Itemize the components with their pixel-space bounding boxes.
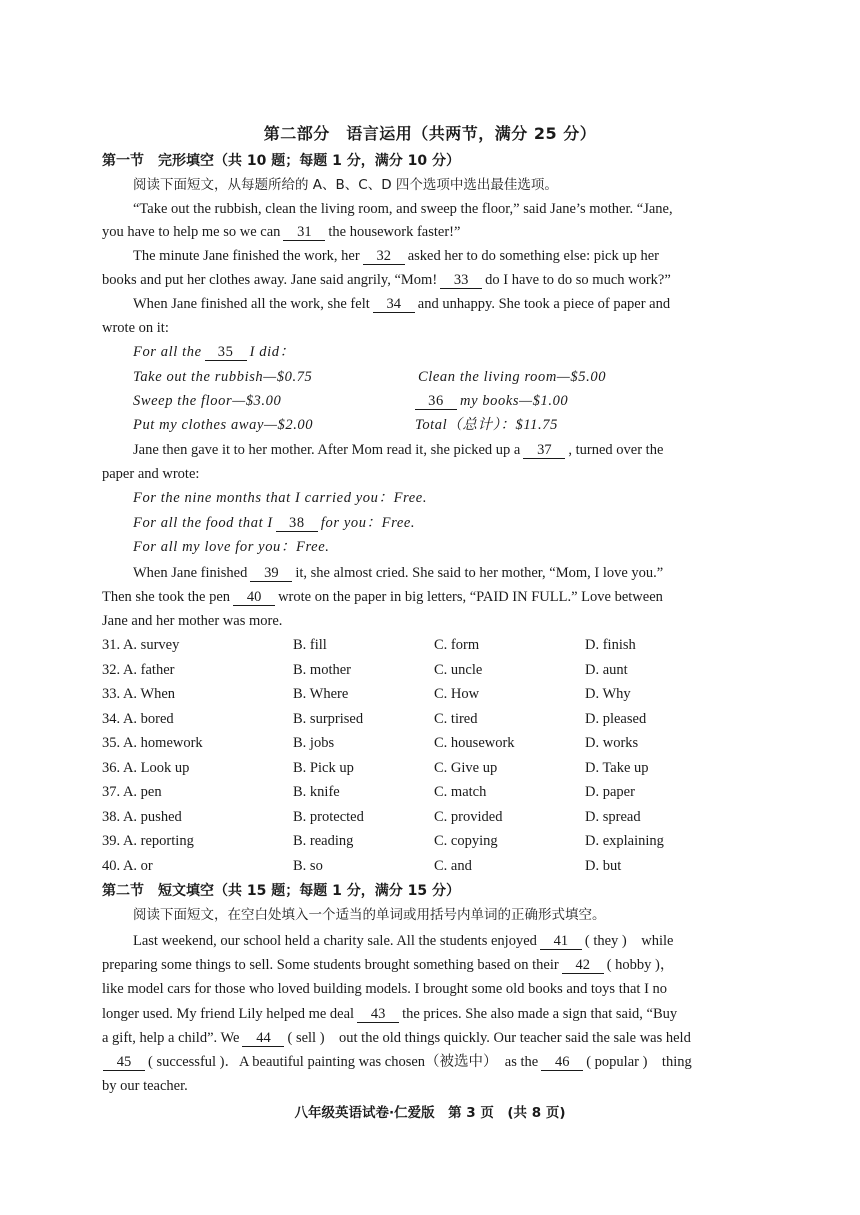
question-option-a: 31. A. survey xyxy=(102,637,180,653)
question-option: B. fill xyxy=(293,637,327,653)
blank-31: 31 xyxy=(283,224,325,241)
blank-41: 41 xyxy=(540,933,582,950)
blank-37: 37 xyxy=(523,442,565,459)
note-line: For all my love for you：Free. xyxy=(133,539,330,555)
part-title: 第二部分 语言运用（共两节，满分 25 分） xyxy=(263,124,597,143)
passage-line: When Jane finished 39 it, she almost cried. She said to her mother, “Mom, I love you.” xyxy=(133,565,664,581)
passage-line: like model cars for those who loved building models. I brought some old books and toys that I no xyxy=(102,981,668,997)
blank-44: 44 xyxy=(242,1030,284,1047)
question-option: D. finish xyxy=(585,637,636,653)
question-option-a: 40. A. or xyxy=(102,857,153,874)
question-option-a: 37. A. pen xyxy=(102,784,162,800)
passage-line: longer used. My friend Lily helped me deal 43 the prices. She also made a sign that said, “Buy xyxy=(102,1006,678,1022)
passage-line: books and put her clothes away. Jane said angrily, “Mom! 33 do I have to do so much work?” xyxy=(102,272,671,288)
passage-line: Last weekend, our school held a charity sale. All the students enjoyed 41 ( they ) while xyxy=(133,933,674,949)
section2-instruction: 阅读下面短文，在空白处填入一个适当的单词或用括号内单词的正确形式填空。 xyxy=(133,907,606,923)
question-option: D. paper xyxy=(585,784,635,800)
passage-line: “Take out the rubbish, clean the living room, and sweep the floor,” said Jane’s mother. “Jane, xyxy=(133,201,673,217)
blank-33: 33 xyxy=(440,272,482,289)
question-option: B. Pick up xyxy=(293,759,354,776)
blank-42: 42 xyxy=(562,957,604,974)
passage-line: preparing some things to sell. Some students brought something based on their 42 ( hobby )， xyxy=(102,957,675,973)
list-line: Total（总计）：$11.75 xyxy=(415,417,558,433)
passage-line: Jane and her mother was more. xyxy=(102,613,283,629)
blank-32: 32 xyxy=(363,248,405,265)
question-option-a: 35. A. homework xyxy=(102,735,203,751)
passage-line: you have to help me so we can 31 the housework faster!” xyxy=(102,224,461,240)
question-option: D. but xyxy=(585,857,622,874)
question-option: C. match xyxy=(434,784,487,800)
passage-line: wrote on it: xyxy=(102,320,169,336)
question-option: C. housework xyxy=(434,735,515,751)
question-option: B. protected xyxy=(293,808,364,825)
section2-heading: 第二节 短文填空（共 15 题；每题 1 分，满分 15 分） xyxy=(102,883,460,899)
passage-line: Jane then gave it to her mother. After Mom read it, she picked up a 37 , turned over the xyxy=(133,442,664,458)
section1-instruction: 阅读下面短文，从每题所给的 A、B、C、D 四个选项中选出最佳选项。 xyxy=(133,177,558,193)
question-option: C. uncle xyxy=(434,661,483,678)
section1-heading: 第一节 完形填空（共 10 题；每题 1 分，满分 10 分） xyxy=(102,153,460,169)
passage-line: When Jane finished all the work, she felt 34 and unhappy. She took a piece of paper and xyxy=(133,296,671,312)
question-option-a: 34. A. bored xyxy=(102,710,174,727)
question-option-a: 36. A. Look up xyxy=(102,759,190,776)
blank-39: 39 xyxy=(250,565,292,582)
question-option: C. How xyxy=(434,686,480,702)
question-option: B. jobs xyxy=(293,735,335,751)
question-option-a: 38. A. pushed xyxy=(102,808,182,825)
question-option: C. copying xyxy=(434,833,498,849)
passage-line: a gift, help a child”. We 44 ( sell ) out the old things quickly. Our teacher said the sale was held xyxy=(102,1030,691,1046)
note-line: For the nine months that I carried you：Free. xyxy=(133,490,428,506)
question-option-a: 33. A. When xyxy=(102,686,176,702)
list-line: 36 my books—$1.00 xyxy=(412,391,568,411)
question-option-a: 32. A. father xyxy=(102,661,175,678)
list-line: Put my clothes away—$2.00 xyxy=(133,417,314,433)
question-option: B. knife xyxy=(293,784,340,800)
question-option: D. works xyxy=(585,735,639,751)
question-option: B. reading xyxy=(293,833,354,849)
list-line: Clean the living room—$5.00 xyxy=(418,369,607,385)
question-option: B. so xyxy=(293,857,323,874)
question-option: D. explaining xyxy=(585,833,664,849)
blank-46: 46 xyxy=(541,1054,583,1071)
blank-38: 38 xyxy=(276,515,318,532)
passage-line: Then she took the pen 40 wrote on the paper in big letters, “PAID IN FULL.” Love between xyxy=(102,589,663,605)
question-option: D. Take up xyxy=(585,759,649,776)
blank-36: 36 xyxy=(415,393,457,410)
question-option: B. surprised xyxy=(293,710,364,727)
question-option: B. mother xyxy=(293,661,351,678)
question-option: C. Give up xyxy=(434,759,498,776)
question-option: D. spread xyxy=(585,808,641,825)
question-option: C. form xyxy=(434,637,480,653)
blank-45: 45 xyxy=(103,1054,145,1071)
question-option: D. Why xyxy=(585,686,631,702)
list-line: For all the 35 I did： xyxy=(133,344,295,360)
passage-line: The minute Jane finished the work, her 32 asked her to do something else: pick up her xyxy=(133,248,659,264)
blank-43: 43 xyxy=(357,1006,399,1023)
question-option: C. and xyxy=(434,857,472,874)
passage-line: by our teacher. xyxy=(102,1078,188,1094)
note-line: For all the food that I 38 for you：Free. xyxy=(133,515,416,531)
question-option: B. Where xyxy=(293,686,349,702)
page-footer: 八年级英语试卷·仁爱版 第 3 页 (共 8 页) xyxy=(294,1105,566,1121)
blank-35: 35 xyxy=(205,344,247,361)
blank-40: 40 xyxy=(233,589,275,606)
question-option: C. tired xyxy=(434,710,478,727)
passage-line: paper and wrote: xyxy=(102,466,200,482)
passage-line: 45 ( successful )．A beautiful painting was chosen（被选中） as the 46 ( popular ) thing xyxy=(100,1052,692,1072)
question-option: C. provided xyxy=(434,808,503,825)
question-option-a: 39. A. reporting xyxy=(102,833,194,849)
question-option: D. aunt xyxy=(585,661,628,678)
list-line: Take out the rubbish—$0.75 xyxy=(133,369,313,385)
list-line: Sweep the floor—$3.00 xyxy=(133,393,282,409)
blank-34: 34 xyxy=(373,296,415,313)
question-option: D. pleased xyxy=(585,710,647,727)
